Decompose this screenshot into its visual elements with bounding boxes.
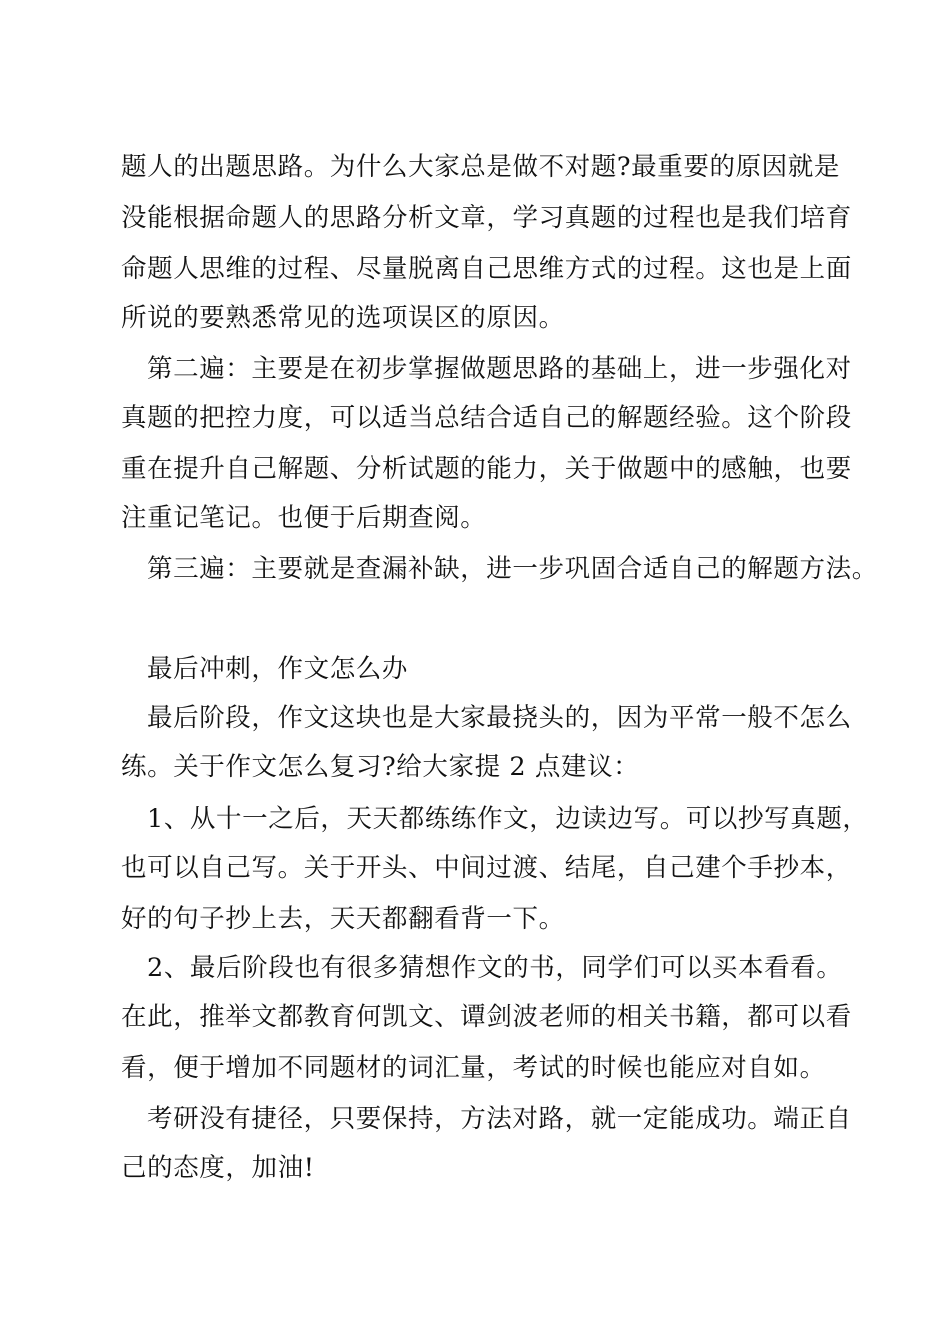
text-line: 也可以自己写。关于开头、中间过渡、结尾，自己建个手抄本，	[121, 853, 852, 883]
list-item-1-line: 1、从十一之后，天天都练练作文，边读边写。可以抄写真题，	[147, 804, 869, 834]
text-line: 注重记笔记。也便于后期查阅。	[121, 503, 487, 533]
text-line: 命题人思维的过程、尽量脱离自己思维方式的过程。这也是上面	[121, 254, 852, 284]
text-line: 看，便于增加不同题材的词汇量，考试的时候也能应对自如。	[121, 1053, 826, 1083]
list-item-2-line: 2、最后阶段也有很多猜想作文的书，同学们可以买本看看。	[147, 953, 843, 983]
section-heading: 最后冲刺，作文怎么办	[147, 654, 409, 684]
text-line: 所说的要熟悉常见的选项误区的原因。	[121, 303, 565, 333]
text-line: 好的句子抄上去，天天都翻看背一下。	[121, 904, 565, 934]
text-line: 没能根据命题人的思路分析文章，学习真题的过程也是我们培育	[121, 203, 852, 233]
text-line: 真题的把控力度，可以适当总结合适自己的解题经验。这个阶段	[121, 403, 852, 433]
text-line: 题人的出题思路。为什么大家总是做不对题?最重要的原因就是	[121, 152, 840, 182]
text-line: 在此，推举文都教育何凯文、谭剑波老师的相关书籍，都可以看	[121, 1002, 852, 1032]
paragraph-start-line: 第二遍：主要是在初步掌握做题思路的基础上，进一步强化对	[147, 354, 852, 384]
text-line: 己的态度，加油!	[121, 1153, 315, 1183]
paragraph-start-line: 考研没有捷径，只要保持，方法对路，就一定能成功。端正自	[147, 1104, 852, 1134]
text-line: 重在提升自己解题、分析试题的能力，关于做题中的感触，也要	[121, 454, 852, 484]
paragraph-start-line: 最后阶段，作文这块也是大家最挠头的，因为平常一般不怎么	[147, 703, 852, 733]
text-line: 练。关于作文怎么复习?给大家提 2 点建议：	[121, 752, 640, 782]
paragraph-start-line: 第三遍：主要就是查漏补缺，进一步巩固合适自己的解题方法。	[147, 554, 878, 584]
